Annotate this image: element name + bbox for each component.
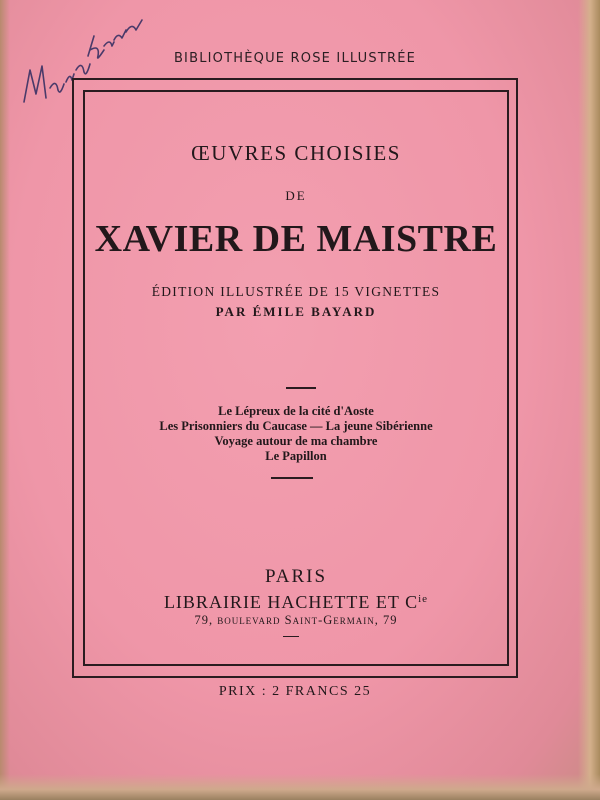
series-title: BIBLIOTHÈQUE ROSE ILLUSTRÉE — [173, 51, 417, 66]
publisher-address: 79, boulevard Saint-Germain, 79 — [194, 613, 398, 627]
contents-item: Voyage autour de ma chambre — [214, 434, 378, 448]
ornamental-rule-bottom — [283, 636, 299, 637]
work-title: ŒUVRES CHOISIES — [191, 141, 401, 165]
worn-left-edge — [0, 0, 10, 800]
contents-item: Les Prisonniers du Caucase — La jeune Sibérienne — [159, 419, 433, 433]
publisher-label: LIBRAIRIE HACHETTE ET C — [163, 592, 419, 612]
contents-list — [83, 404, 509, 464]
title-preposition: DE — [285, 188, 307, 203]
price-label: PRIX : 2 FRANCS 25 — [218, 684, 372, 699]
edition-note: ÉDITION ILLUSTRÉE DE 15 VIGNETTES — [151, 284, 441, 299]
ornamental-rule-top — [286, 387, 316, 389]
worn-bottom-edge — [0, 774, 600, 800]
publisher-name — [83, 592, 509, 613]
worn-right-edge — [578, 0, 600, 800]
contents-item: Le Lépreux de la cité d'Aoste — [218, 404, 374, 418]
imprint-city: PARIS — [264, 566, 328, 587]
author-name: XAVIER DE MAISTRE — [94, 218, 498, 260]
publisher-superscript: ie — [418, 593, 429, 605]
ornamental-rule-middle — [271, 477, 313, 479]
contents-item: Le Papillon — [265, 449, 327, 463]
illustrator-credit: PAR ÉMILE BAYARD — [215, 304, 377, 319]
